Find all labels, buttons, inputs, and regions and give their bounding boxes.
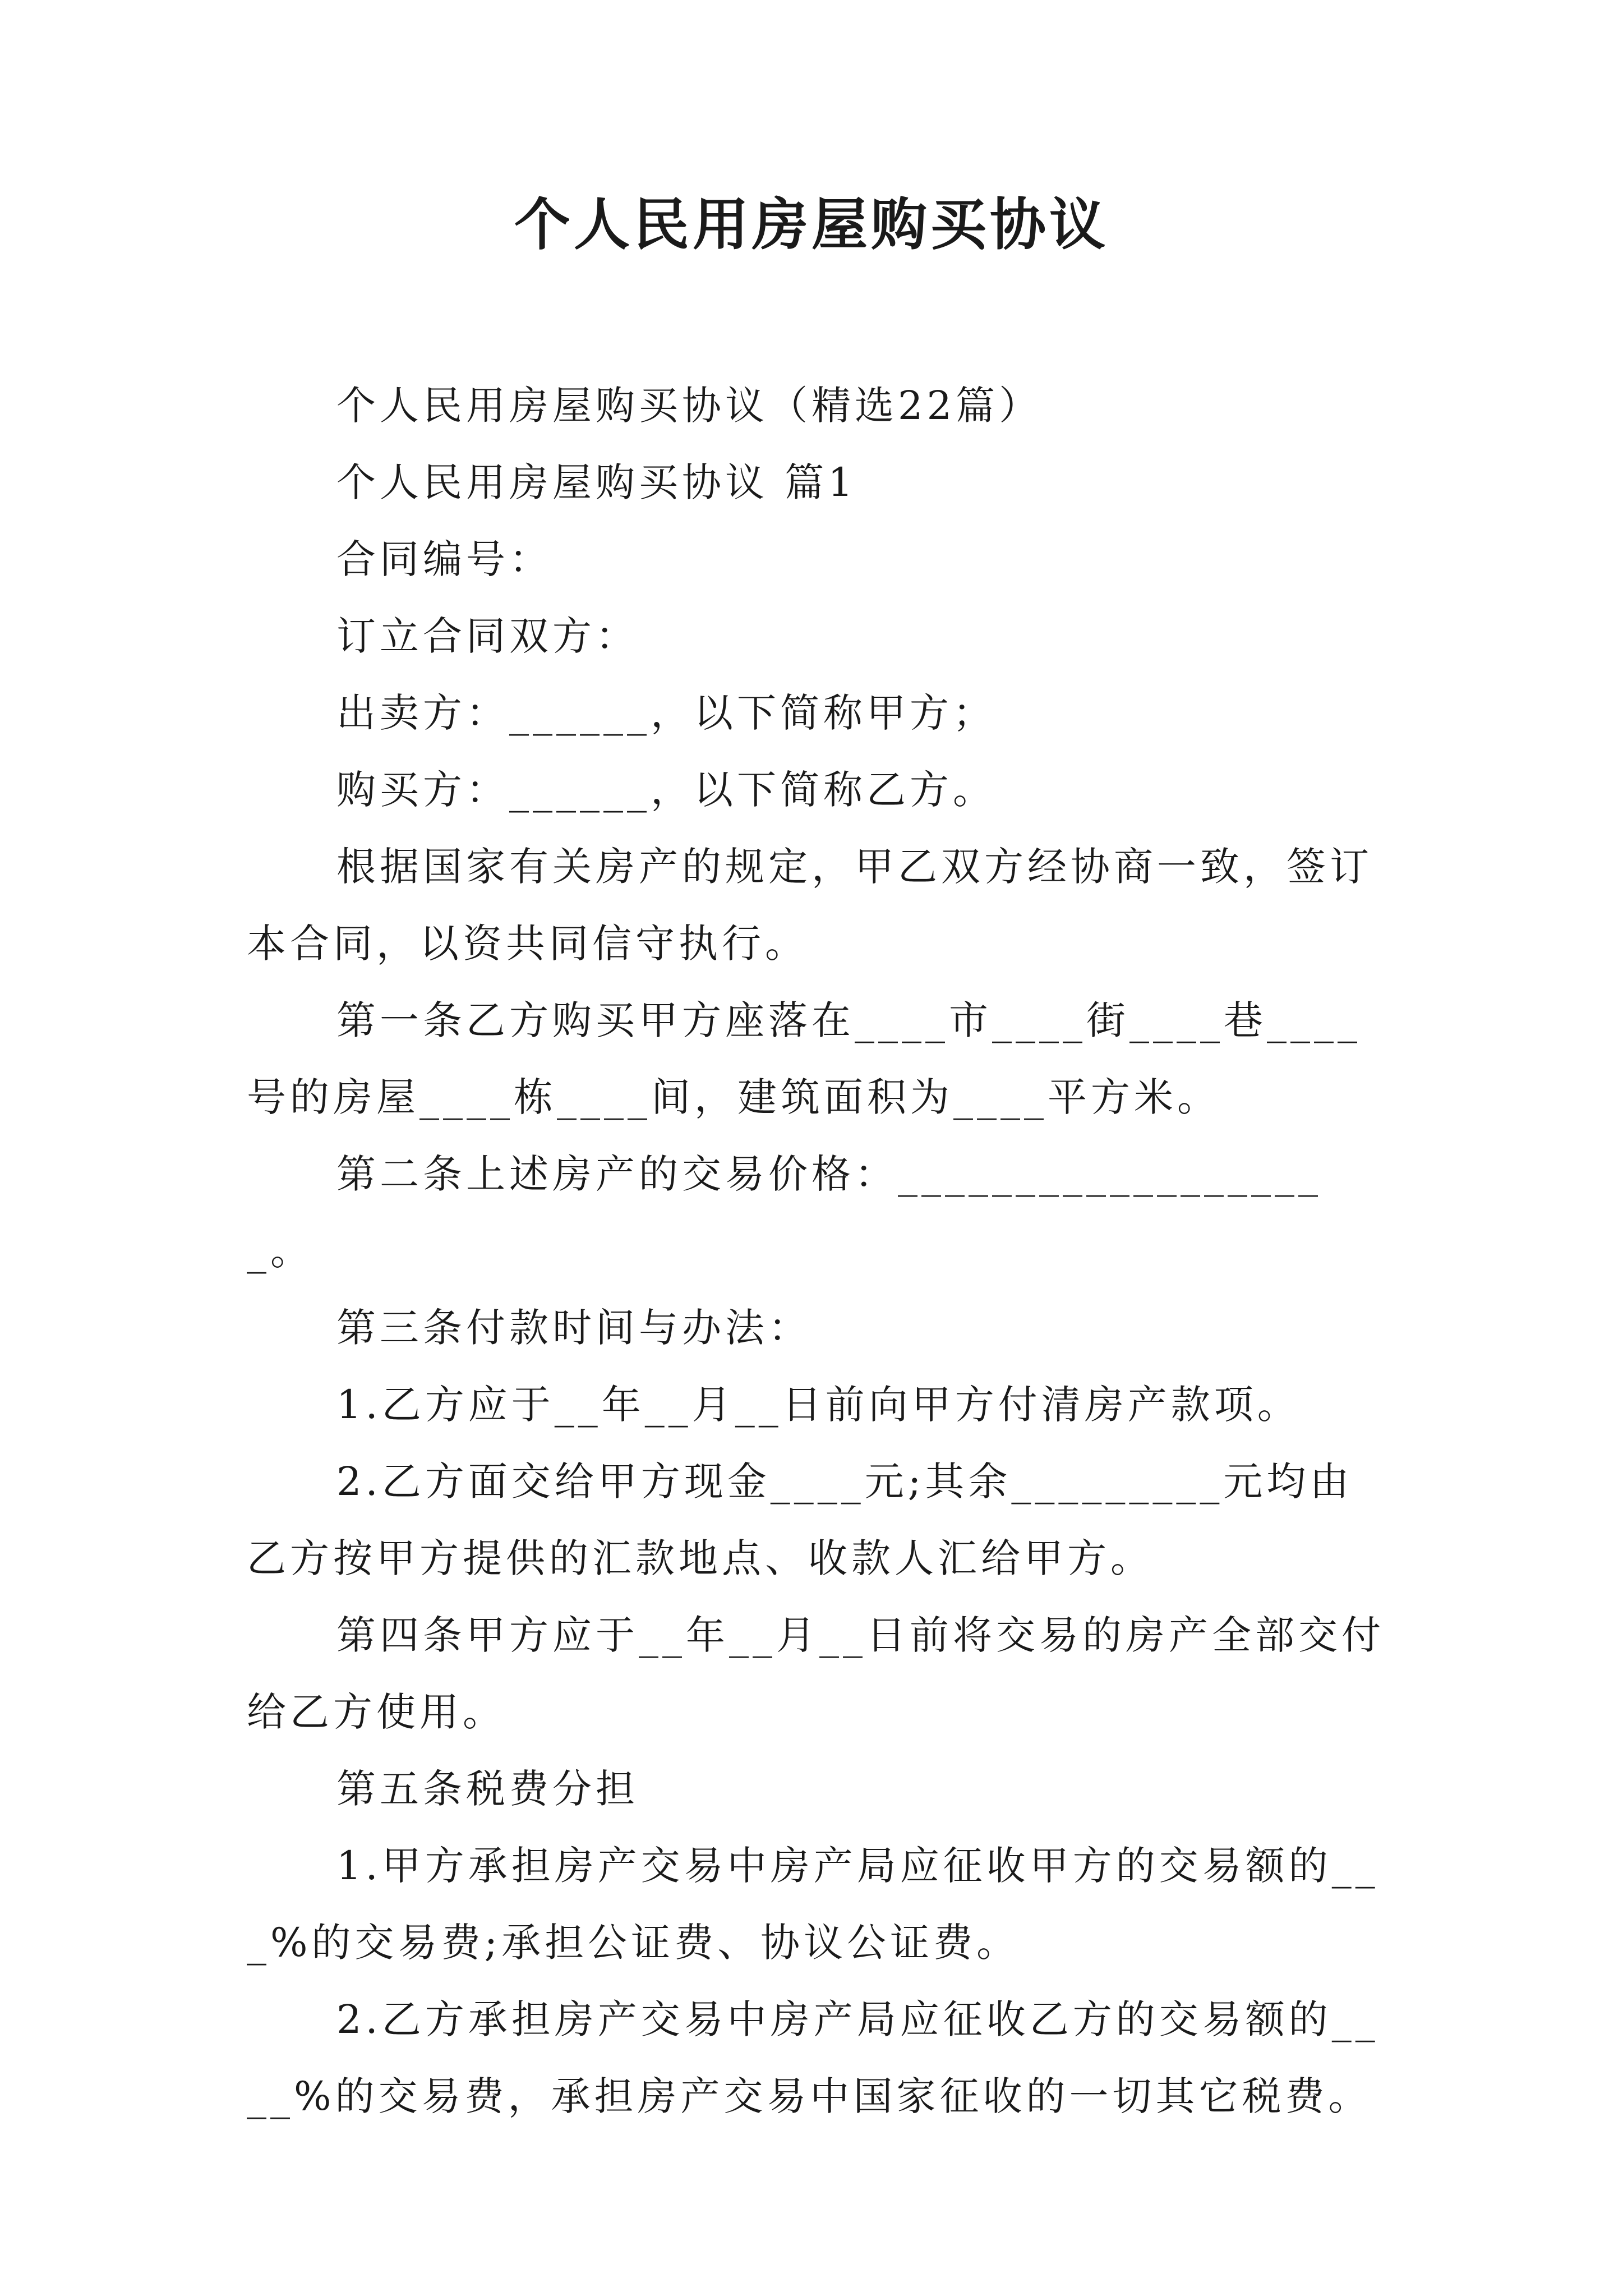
- paragraph-contract-number: 合同编号：: [336, 536, 552, 582]
- paragraph-article-5-item-1: 1.甲方承担房产交易中房产局应征收甲方的交易额的___%的交易费;承担公证费、协议公证费。: [247, 1843, 1379, 1966]
- document-body: [247, 367, 1385, 2135]
- paragraph-parties: 订立合同双方：: [336, 613, 639, 659]
- paragraph-article-4: 第四条甲方应于__年__月__日前将交易的房产全部交付给乙方使用。: [247, 1612, 1385, 1735]
- paragraph-article-3-item-2: 2.乙方面交给甲方现金____元;其余_________元均由乙方按甲方提供的汇款地点、收款人汇给甲方。: [247, 1458, 1353, 1581]
- paragraph-article-2: 第二条上述房产的交易价格：___________________。: [247, 1151, 1322, 1274]
- paragraph-article-3-item-1: 1.乙方应于__年__月__日前向甲方付清房产款项。: [336, 1382, 1301, 1428]
- paragraph-subtitle: 个人民用房屋购买协议（精选22篇）: [336, 383, 1043, 429]
- paragraph-article-5: 第五条税费分担: [336, 1766, 639, 1812]
- paragraph-article-3: 第三条付款时间与办法：: [336, 1305, 811, 1351]
- paragraph-article-5-item-2: 2.乙方承担房产交易中房产局应征收乙方的交易额的____%的交易费，承担房产交易中国家征收的一切其它税费。: [247, 1996, 1379, 2119]
- paragraph-seller: 出卖方：______，以下简称甲方；: [336, 690, 996, 736]
- document-title: 个人民用房屋购买协议: [514, 191, 1109, 257]
- paragraph-article-1: 第一条乙方购买甲方座落在____市____街____巷____号的房屋____栋____间，建筑面积为____平方米。: [247, 997, 1361, 1120]
- paragraph-section-heading: 个人民用房屋购买协议 篇1: [336, 459, 857, 505]
- paragraph-buyer: 购买方：______，以下简称乙方。: [336, 767, 996, 813]
- paragraph-preamble: 根据国家有关房产的规定，甲乙双方经协商一致，签订本合同，以资共同信守执行。: [247, 844, 1373, 967]
